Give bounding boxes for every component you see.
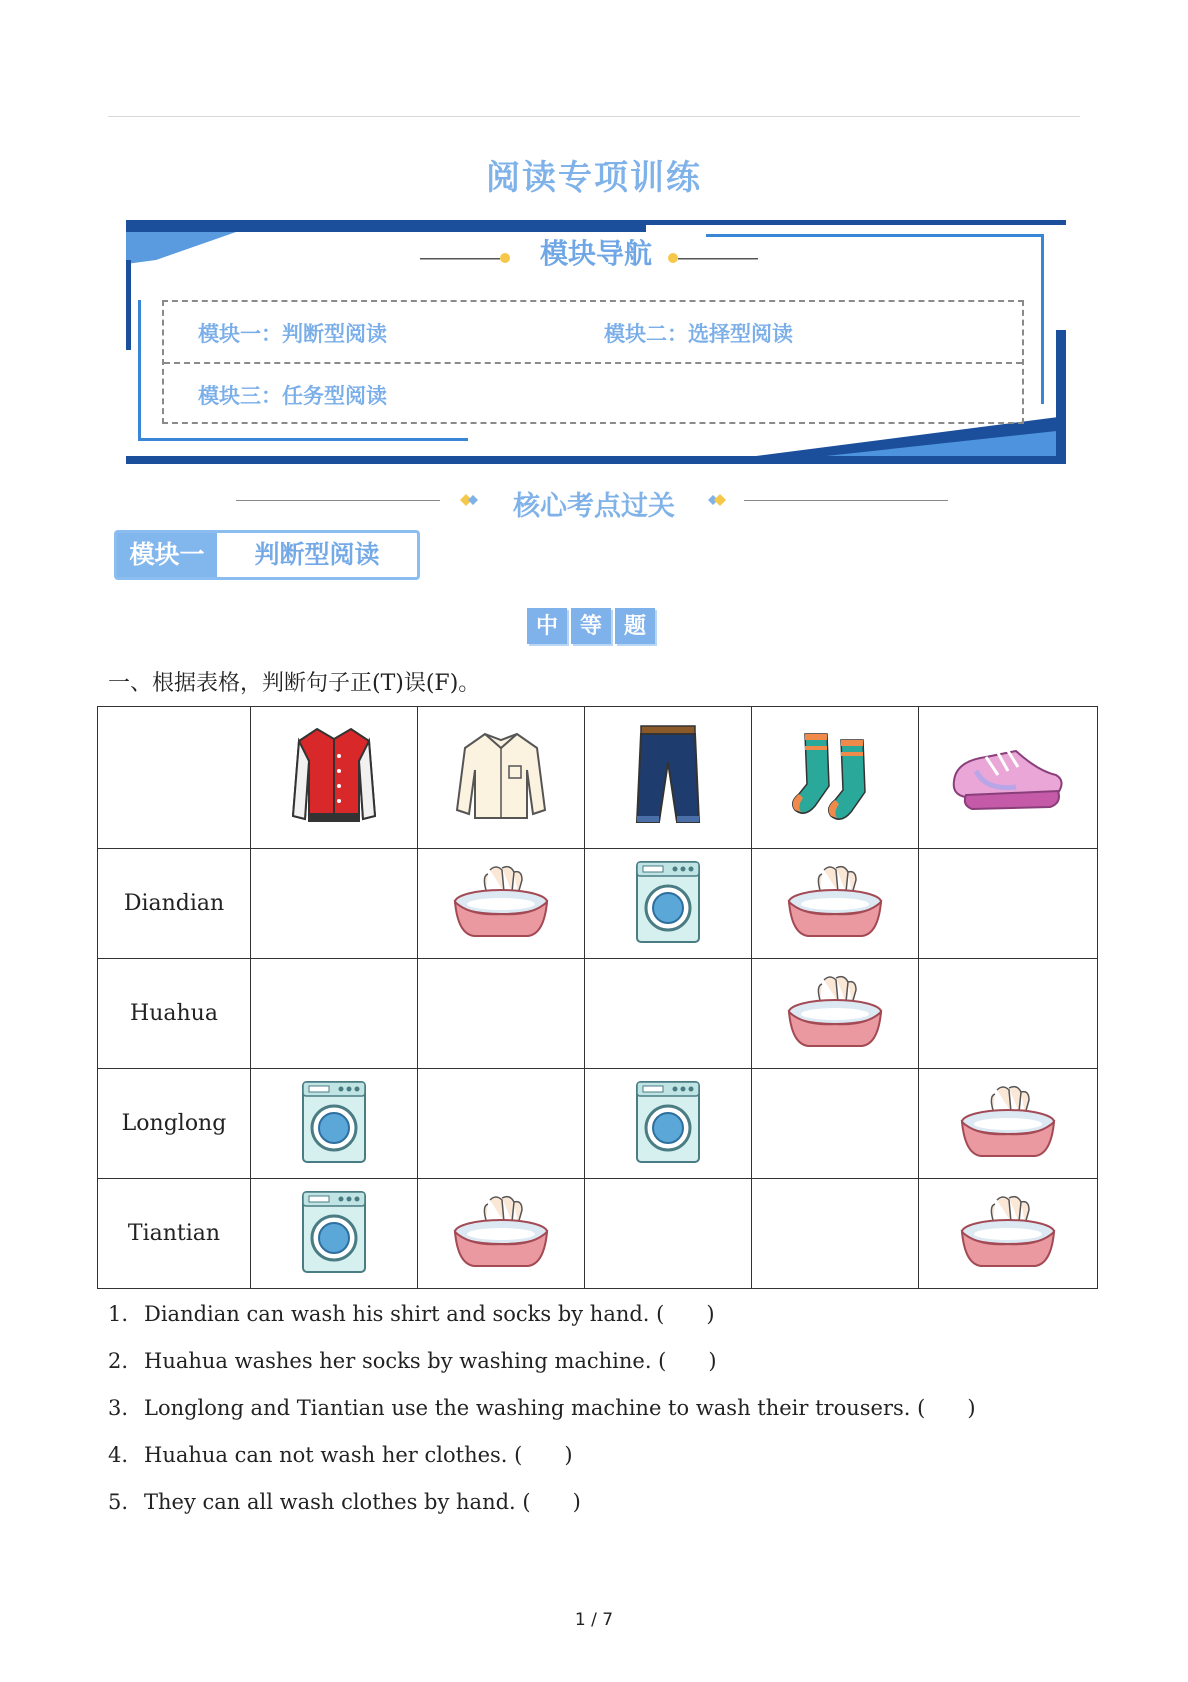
row-name: Longlong — [98, 1069, 251, 1179]
exercise-instruction: 一、根据表格，判断句子正(T)误(F)。 — [108, 671, 481, 696]
difficulty-badge — [527, 608, 659, 644]
table-cell — [919, 1179, 1098, 1289]
nav-item-module-2[interactable]: 模块二：选择型阅读 — [604, 321, 793, 346]
washing-machine-icon — [635, 860, 701, 944]
question-text: Diandian can wash his shirt and socks by hand. ( ) — [144, 1302, 715, 1326]
table-corner-cell — [98, 707, 251, 849]
question-item — [108, 1300, 976, 1347]
shoes-icon — [946, 731, 1070, 821]
module-navigation-panel — [126, 220, 1066, 464]
question-number: 4. — [108, 1443, 129, 1467]
difficulty-char: 中 — [527, 608, 567, 644]
question-text: Longlong and Tiantian use the washing machine to wash their trousers. ( ) — [144, 1396, 976, 1420]
row-name: Huahua — [98, 959, 251, 1069]
question-number: 2. — [108, 1349, 129, 1373]
header-rule — [108, 116, 1080, 117]
core-section-title: 核心考点过关 — [513, 491, 675, 522]
hand-wash-icon — [959, 1082, 1057, 1162]
table-cell — [585, 849, 752, 959]
washing-machine-icon — [635, 1080, 701, 1164]
question-item — [108, 1441, 976, 1488]
question-text: They can all wash clothes by hand. ( ) — [144, 1490, 581, 1514]
diamond-right-icon — [706, 490, 732, 510]
question-text: Huahua can not wash her clothes. ( ) — [144, 1443, 573, 1467]
header-socks — [752, 707, 919, 849]
module-tag — [114, 530, 420, 580]
question-item — [108, 1488, 976, 1535]
navigation-divider — [164, 362, 1022, 364]
table-cell — [752, 849, 919, 959]
table-cell — [585, 1179, 752, 1289]
module-tag-name: 判断型阅读 — [254, 540, 380, 569]
table-cell — [418, 959, 585, 1069]
trousers-icon — [633, 722, 703, 830]
hand-wash-icon — [959, 1192, 1057, 1272]
page-title: 阅读专项训练 — [486, 158, 702, 198]
header-jacket — [251, 707, 418, 849]
row-name: Diandian — [98, 849, 251, 959]
table-cell — [251, 1069, 418, 1179]
row-name: Tiantian — [98, 1179, 251, 1289]
washing-machine-icon — [301, 1080, 367, 1164]
table-cell — [919, 849, 1098, 959]
nav-item-module-1[interactable]: 模块一：判断型阅读 — [198, 321, 387, 346]
table-cell — [251, 849, 418, 959]
question-text: Huahua washes her socks by washing machine. ( ) — [144, 1349, 717, 1373]
shirt-icon — [453, 726, 549, 826]
table-cell — [418, 849, 585, 959]
header-trousers — [585, 707, 752, 849]
table-cell — [418, 1179, 585, 1289]
navigation-heading: 模块导航 — [539, 237, 652, 270]
table-cell — [585, 1069, 752, 1179]
header-shirt — [418, 707, 585, 849]
table-cell — [752, 1069, 919, 1179]
table-cell — [418, 1069, 585, 1179]
washing-table — [97, 706, 1098, 1289]
table-cell — [752, 1179, 919, 1289]
page-number: 1 / 7 — [574, 1610, 614, 1630]
table-cell — [251, 959, 418, 1069]
hand-wash-icon — [786, 862, 884, 942]
hand-wash-icon — [452, 1192, 550, 1272]
question-item — [108, 1394, 976, 1441]
jacket-icon — [289, 721, 379, 831]
table-cell — [919, 959, 1098, 1069]
question-list — [108, 1300, 976, 1535]
difficulty-char: 等 — [571, 608, 611, 644]
nav-item-module-3[interactable]: 模块三：任务型阅读 — [198, 383, 387, 408]
core-title-right-line — [744, 500, 948, 501]
difficulty-char: 题 — [615, 608, 655, 644]
header-shoes — [919, 707, 1098, 849]
question-item — [108, 1347, 976, 1394]
hand-wash-icon — [786, 972, 884, 1052]
question-number: 3. — [108, 1396, 129, 1420]
hand-wash-icon — [452, 862, 550, 942]
table-cell — [251, 1179, 418, 1289]
question-number: 1. — [108, 1302, 129, 1326]
table-cell — [752, 959, 919, 1069]
module-tag-label: 模块一 — [117, 533, 217, 577]
washing-machine-icon — [301, 1190, 367, 1274]
table-cell — [585, 959, 752, 1069]
question-number: 5. — [108, 1490, 129, 1514]
socks-icon — [785, 726, 885, 826]
table-cell — [919, 1069, 1098, 1179]
